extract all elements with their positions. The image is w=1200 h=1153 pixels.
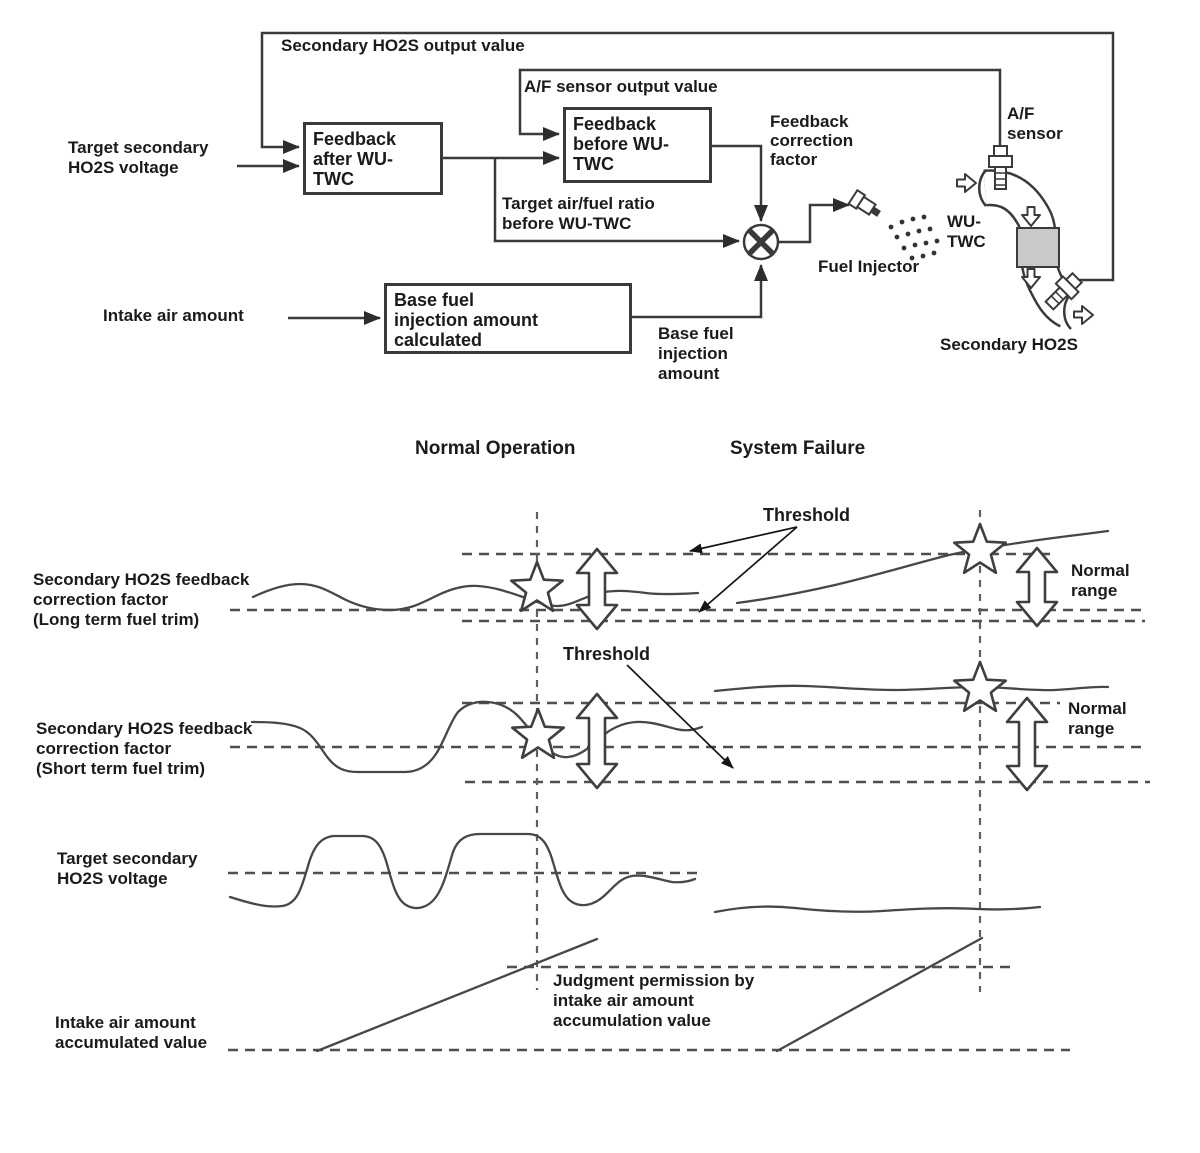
label-judgment-permission (553, 971, 754, 1031)
box-line: TWC (573, 154, 614, 174)
short-trim-failure-curve (715, 686, 1108, 691)
fuel-spray-dots (889, 215, 940, 261)
label-line: range (1068, 719, 1115, 738)
label-secondary-ho2s-output-value: Secondary HO2S output value (281, 36, 525, 55)
label-short-term-fuel-trim (36, 719, 252, 779)
label-line: (Short term fuel trim) (36, 759, 206, 778)
box-line: before WU- (573, 134, 669, 154)
label-line: correction (770, 131, 854, 150)
box-line: Base fuel (394, 290, 475, 310)
box-base-fuel-injection-calculated (384, 283, 632, 354)
header-system-failure: System Failure (730, 438, 866, 459)
label-target-secondary-ho2s-voltage-row (57, 849, 197, 889)
label-line: Normal (1068, 699, 1127, 718)
label-normal-range-short (1068, 699, 1127, 739)
label-intake-air-accumulated (55, 1013, 207, 1053)
label-secondary-ho2s: Secondary HO2S (940, 335, 1078, 354)
label-line: Target secondary (68, 138, 209, 157)
double-arrow-icon (577, 694, 617, 788)
label-line: range (1071, 581, 1118, 600)
label-line: TWC (947, 232, 986, 251)
threshold-arrow (699, 527, 797, 612)
box-feedback-before-wu-twc (563, 107, 712, 183)
star-icon (511, 562, 562, 611)
label-target-secondary-ho2s-voltage (68, 138, 208, 178)
outlet-flow-arrow-icon (1074, 306, 1093, 324)
label-line: accumulation value (553, 1011, 711, 1030)
label-threshold-long-trim: Threshold (763, 505, 851, 525)
label-base-fuel-injection-amount (658, 324, 734, 384)
box-line: Feedback (573, 114, 657, 134)
label-af-sensor (1007, 104, 1063, 144)
label-line: Target air/fuel ratio (502, 194, 655, 213)
label-line: HO2S voltage (57, 869, 168, 888)
label-intake-air-amount: Intake air amount (103, 306, 244, 325)
label-line: Secondary HO2S feedback (36, 719, 253, 738)
double-arrow-icon (1007, 698, 1047, 790)
label-long-term-fuel-trim (33, 570, 249, 630)
label-line: injection (658, 344, 728, 363)
box-line: TWC (313, 169, 354, 189)
box-line: Feedback (313, 129, 397, 149)
label-line: Intake air amount (55, 1013, 196, 1032)
label-line: correction factor (33, 590, 169, 609)
label-line: A/F (1007, 104, 1035, 123)
box-line: calculated (394, 330, 483, 350)
label-fuel-injector: Fuel Injector (818, 257, 920, 276)
long-trim-normal-curve (253, 584, 698, 610)
double-arrow-icon (1017, 548, 1057, 626)
catalyst-brick (1017, 228, 1059, 267)
label-line: WU- (947, 212, 981, 231)
box-feedback-after-wu-twc (303, 122, 443, 195)
short-trim-normal-curve (252, 702, 702, 772)
threshold-arrow (627, 665, 733, 768)
star-icon (954, 524, 1005, 573)
label-wu-twc (947, 212, 986, 252)
label-line: factor (770, 150, 818, 169)
label-line: (Long term fuel trim) (33, 610, 200, 629)
label-feedback-correction-factor (770, 112, 853, 169)
label-line: accumulated value (55, 1033, 208, 1052)
double-arrow-icon (577, 549, 617, 629)
label-normal-range-long (1071, 561, 1130, 601)
label-line: Base fuel (658, 324, 734, 343)
header-normal-operation: Normal Operation (415, 438, 576, 459)
label-af-sensor-output-value: A/F sensor output value (524, 77, 718, 96)
label-line: Secondary HO2S feedback (33, 570, 250, 589)
label-line: Target secondary (57, 849, 198, 868)
label-line: Judgment permission by (553, 971, 755, 990)
label-line: HO2S voltage (68, 158, 179, 177)
label-line: intake air amount (553, 991, 694, 1010)
label-line: Normal (1071, 561, 1130, 580)
range-double-arrow-icons (577, 548, 1057, 790)
label-threshold-short-trim: Threshold (563, 644, 651, 664)
inlet-flow-arrow-icon (957, 174, 976, 192)
label-line: sensor (1007, 124, 1063, 143)
box-line: injection amount (394, 310, 538, 330)
fuel-injector-icon (849, 190, 884, 220)
target-voltage-failure-curve (715, 907, 1040, 912)
label-line: before WU-TWC (502, 214, 632, 233)
target-voltage-normal-curve (230, 834, 695, 908)
base-fuel-injection-line (632, 265, 761, 317)
box-line: after WU- (313, 149, 393, 169)
threshold-pointer-arrows (627, 527, 797, 768)
label-target-air-fuel-ratio (502, 194, 655, 234)
injector-command-line (779, 205, 849, 242)
label-line: correction factor (36, 739, 172, 758)
intake-air-failure-ramp (777, 938, 982, 1051)
feedback-correction-factor-line (712, 146, 761, 221)
label-line: Feedback (770, 112, 849, 131)
label-line: amount (658, 364, 720, 383)
multiplier-junction-icon (744, 225, 778, 259)
threshold-arrow (690, 527, 797, 551)
